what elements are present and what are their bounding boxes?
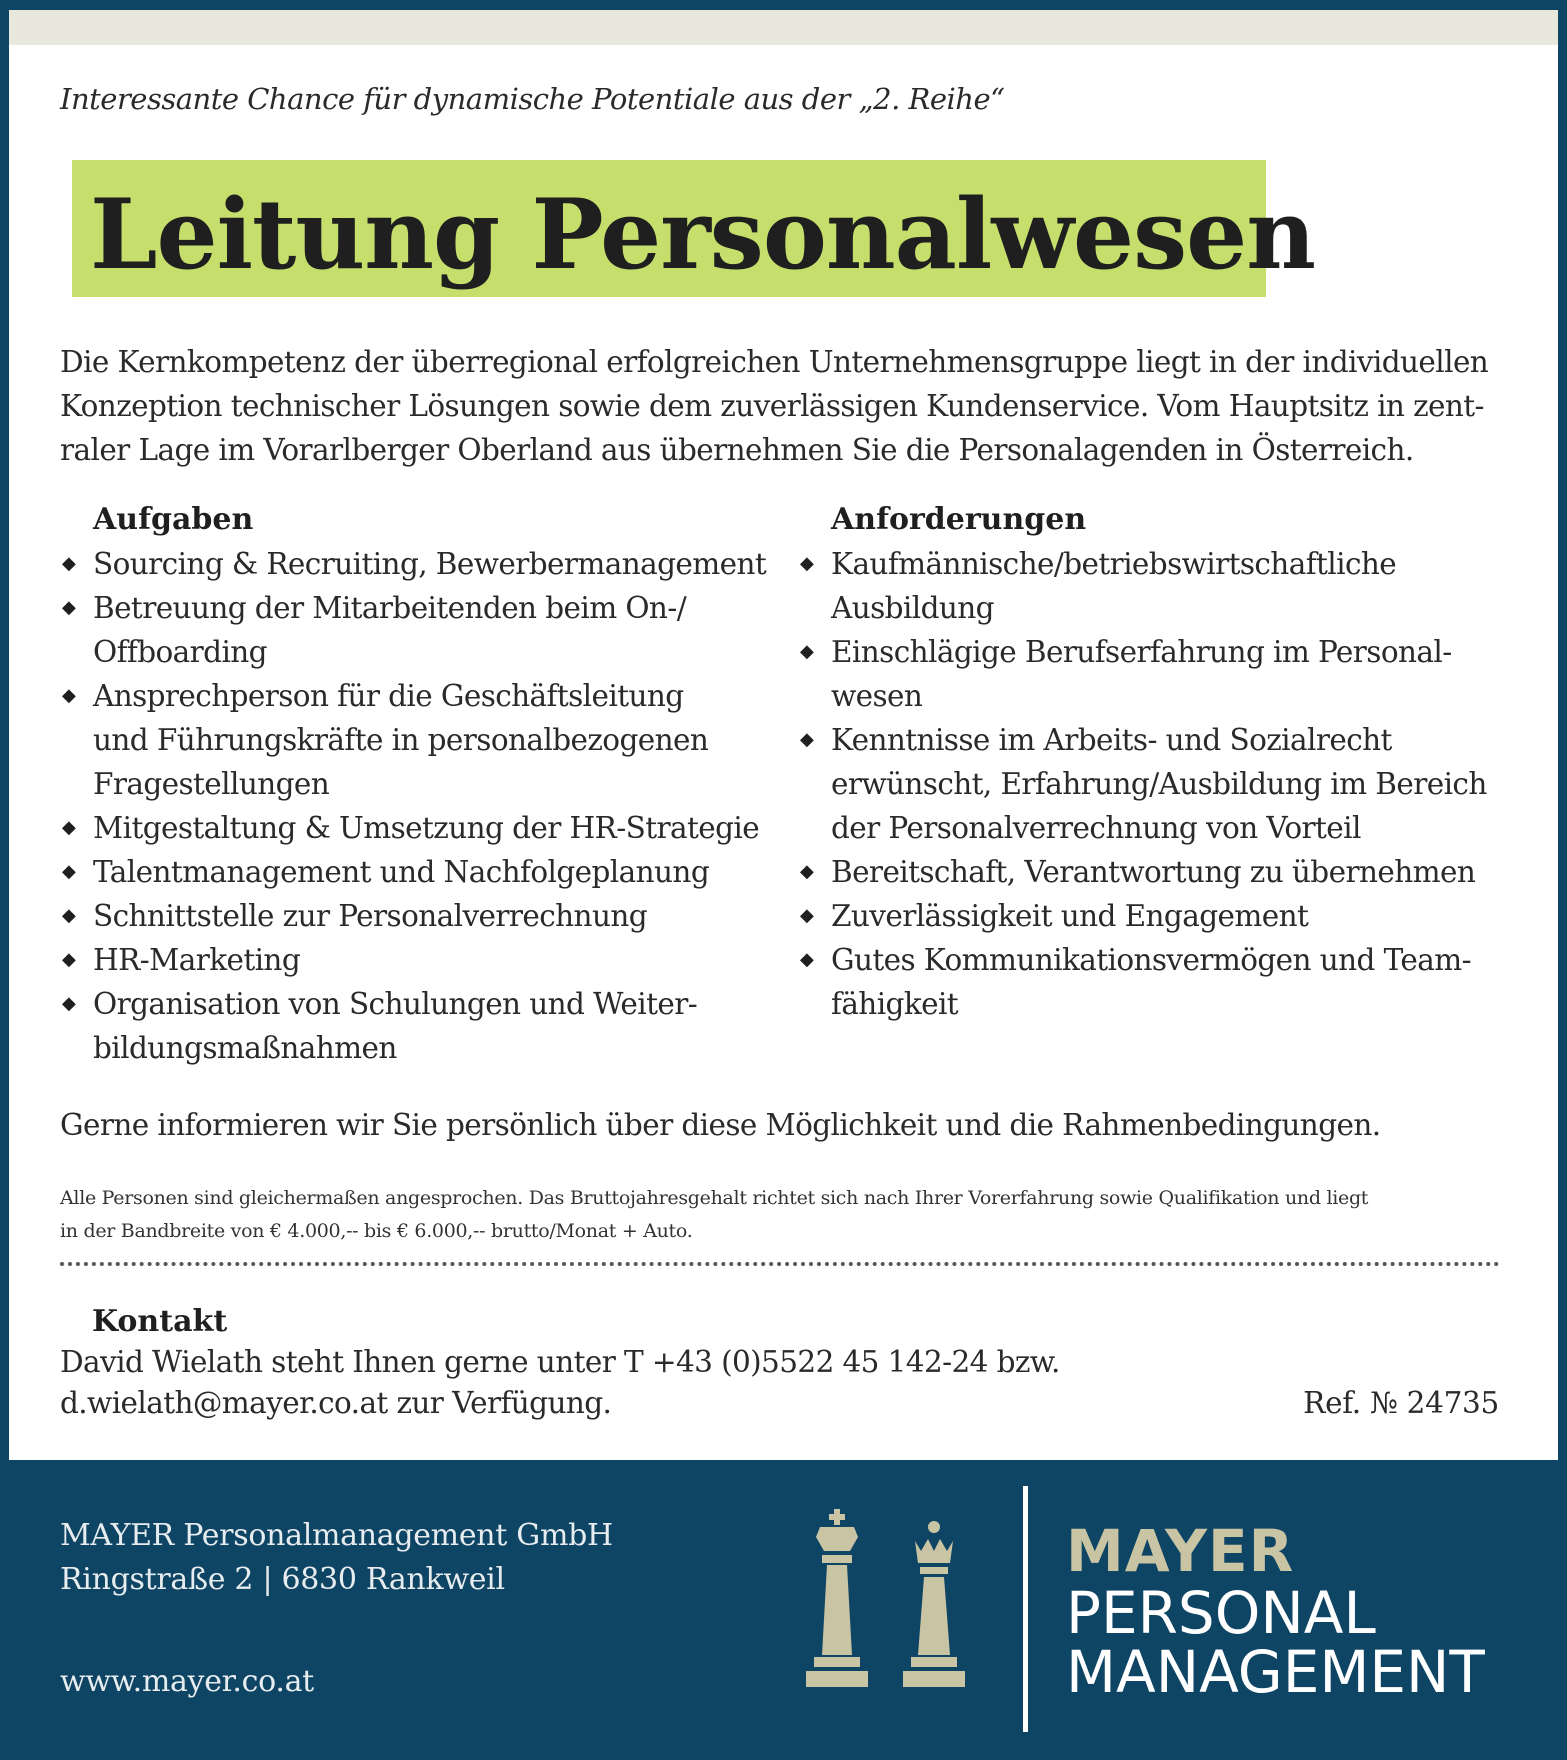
bullet-icon: ◆ (800, 861, 814, 882)
bullet-icon: ◆ (800, 729, 814, 750)
bullet-icon: ◆ (800, 949, 814, 970)
bullet-icon: ◆ (62, 905, 76, 926)
intro-line: Die Kernkompetenz der überregional erfolgreichen Unternehmensgruppe liegt in der individuellen (60, 345, 1489, 379)
tagline: Interessante Chance für dynamische Potentiale aus der „2. Reihe“ (60, 82, 1005, 116)
intro-line: raler Lage im Vorarlberger Oberland aus übernehmen Sie die Personalagenden in Österreich. (60, 433, 1414, 467)
bullet-icon: ◆ (800, 553, 814, 574)
list-item-line: Betreuung der Mitarbeitenden beim On-/ (93, 591, 687, 625)
list-item (798, 542, 1518, 630)
list-item-line: und Führungskräfte in personalbezogenen (93, 723, 709, 757)
closing-text: Gerne informieren wir Sie persönlich über diese Möglichkeit und die Rahmenbedingungen. (60, 1108, 1381, 1142)
list-item-line: Ausbildung (831, 591, 994, 625)
bullet-icon: ◆ (62, 993, 76, 1014)
bullet-icon: ◆ (62, 861, 76, 882)
list-item (798, 850, 1518, 894)
bullet-icon: ◆ (800, 641, 814, 662)
fineprint-line: Alle Personen sind gleichermaßen angesprochen. Das Bruttojahresgehalt richtet sich nach Ihrer Vorerfahrung sowie Qualifikation und liegt (60, 1187, 1369, 1209)
list-item (60, 850, 780, 894)
list-item-line: Ansprechperson für die Geschäftsleitung (93, 679, 684, 713)
chess-king-queen-icon (800, 1505, 990, 1695)
contact-heading: Kontakt (92, 1304, 228, 1339)
list-item-line: Talentmanagement und Nachfolgeplanung (93, 855, 710, 889)
list-item-line: bildungsmaßnahmen (93, 1031, 397, 1065)
footer-company: MAYER Personalmanagement GmbH (60, 1518, 613, 1553)
intro-line: Konzeption technischer Lösungen sowie dem zuverlässigen Kundenservice. Vom Hauptsitz in zent- (60, 389, 1484, 423)
list-item-line: Offboarding (93, 635, 267, 669)
list-item (60, 894, 780, 938)
bullet-icon: ◆ (62, 553, 76, 574)
list-item-line: Sourcing & Recruiting, Bewerbermanagement (93, 547, 767, 581)
contact-phone-line: David Wielath steht Ihnen gerne unter T +43 (0)5522 45 142-24 bzw. (60, 1345, 1060, 1379)
tasks-heading: Aufgaben (93, 502, 254, 537)
contact-email-line: d.wielath@mayer.co.at zur Verfügung. (60, 1386, 612, 1420)
list-item (60, 982, 780, 1070)
list-item (60, 586, 780, 674)
list-item-line: Kaufmännische/betriebswirtschaftliche (831, 547, 1397, 581)
intro-paragraph (60, 340, 1500, 472)
bullet-icon: ◆ (62, 597, 76, 618)
list-item-line: Mitgestaltung & Umsetzung der HR-Strategie (93, 811, 760, 845)
list-item-line: Gutes Kommunikationsvermögen und Team- (831, 943, 1471, 977)
requirements-heading: Anforderungen (831, 502, 1087, 537)
list-item-line: Kenntnisse im Arbeits- und Sozialrecht (831, 723, 1392, 757)
list-item (60, 938, 780, 982)
list-item-line: HR-Marketing (93, 943, 301, 977)
list-item (798, 894, 1518, 938)
requirements-list (798, 542, 1518, 1026)
brand-line-2: PERSONAL (1066, 1579, 1376, 1647)
footer-website-link[interactable]: www.mayer.co.at (60, 1664, 314, 1699)
tasks-list (60, 542, 780, 1070)
list-item (60, 542, 780, 586)
brand-line-3: MANAGEMENT (1066, 1638, 1485, 1706)
list-item-line: Bereitschaft, Verantwortung zu übernehmen (831, 855, 1476, 889)
list-item (798, 630, 1518, 718)
dotted-divider (60, 1262, 1500, 1266)
fineprint-line: in der Bandbreite von € 4.000,-- bis € 6.000,-- brutto/Monat + Auto. (60, 1220, 693, 1242)
list-item-line: Zuverlässigkeit und Engagement (831, 899, 1309, 933)
list-item (60, 806, 780, 850)
top-band (9, 10, 1558, 45)
footer-address: Ringstraße 2 | 6830 Rankweil (60, 1562, 505, 1597)
list-item-line: Einschlägige Berufserfahrung im Personal- (831, 635, 1452, 669)
bullet-icon: ◆ (62, 817, 76, 838)
list-item-line: Fragestellungen (93, 767, 330, 801)
list-item (798, 938, 1518, 1026)
bullet-icon: ◆ (62, 949, 76, 970)
list-item-line: erwünscht, Erfahrung/Ausbildung im Bereich (831, 767, 1487, 801)
bullet-icon: ◆ (62, 685, 76, 706)
page-title: Leitung Personalwesen (90, 178, 1315, 291)
brand-line-1: MAYER (1066, 1517, 1295, 1585)
list-item-line: Schnittstelle zur Personalverrechnung (93, 899, 648, 933)
fineprint (60, 1182, 1520, 1248)
tasks-column (60, 498, 780, 1070)
list-item-line: der Personalverrechnung von Vorteil (831, 811, 1361, 845)
list-item-line: fähigkeit (831, 987, 959, 1021)
reference-number: Ref. № 24735 (1303, 1386, 1499, 1420)
list-item (60, 674, 780, 806)
list-item-line: Organisation von Schulungen und Weiter- (93, 987, 698, 1021)
list-item-line: wesen (831, 679, 923, 713)
bullet-icon: ◆ (800, 905, 814, 926)
footer-divider (1023, 1486, 1028, 1732)
list-item (798, 718, 1518, 850)
requirements-column (798, 498, 1518, 1026)
